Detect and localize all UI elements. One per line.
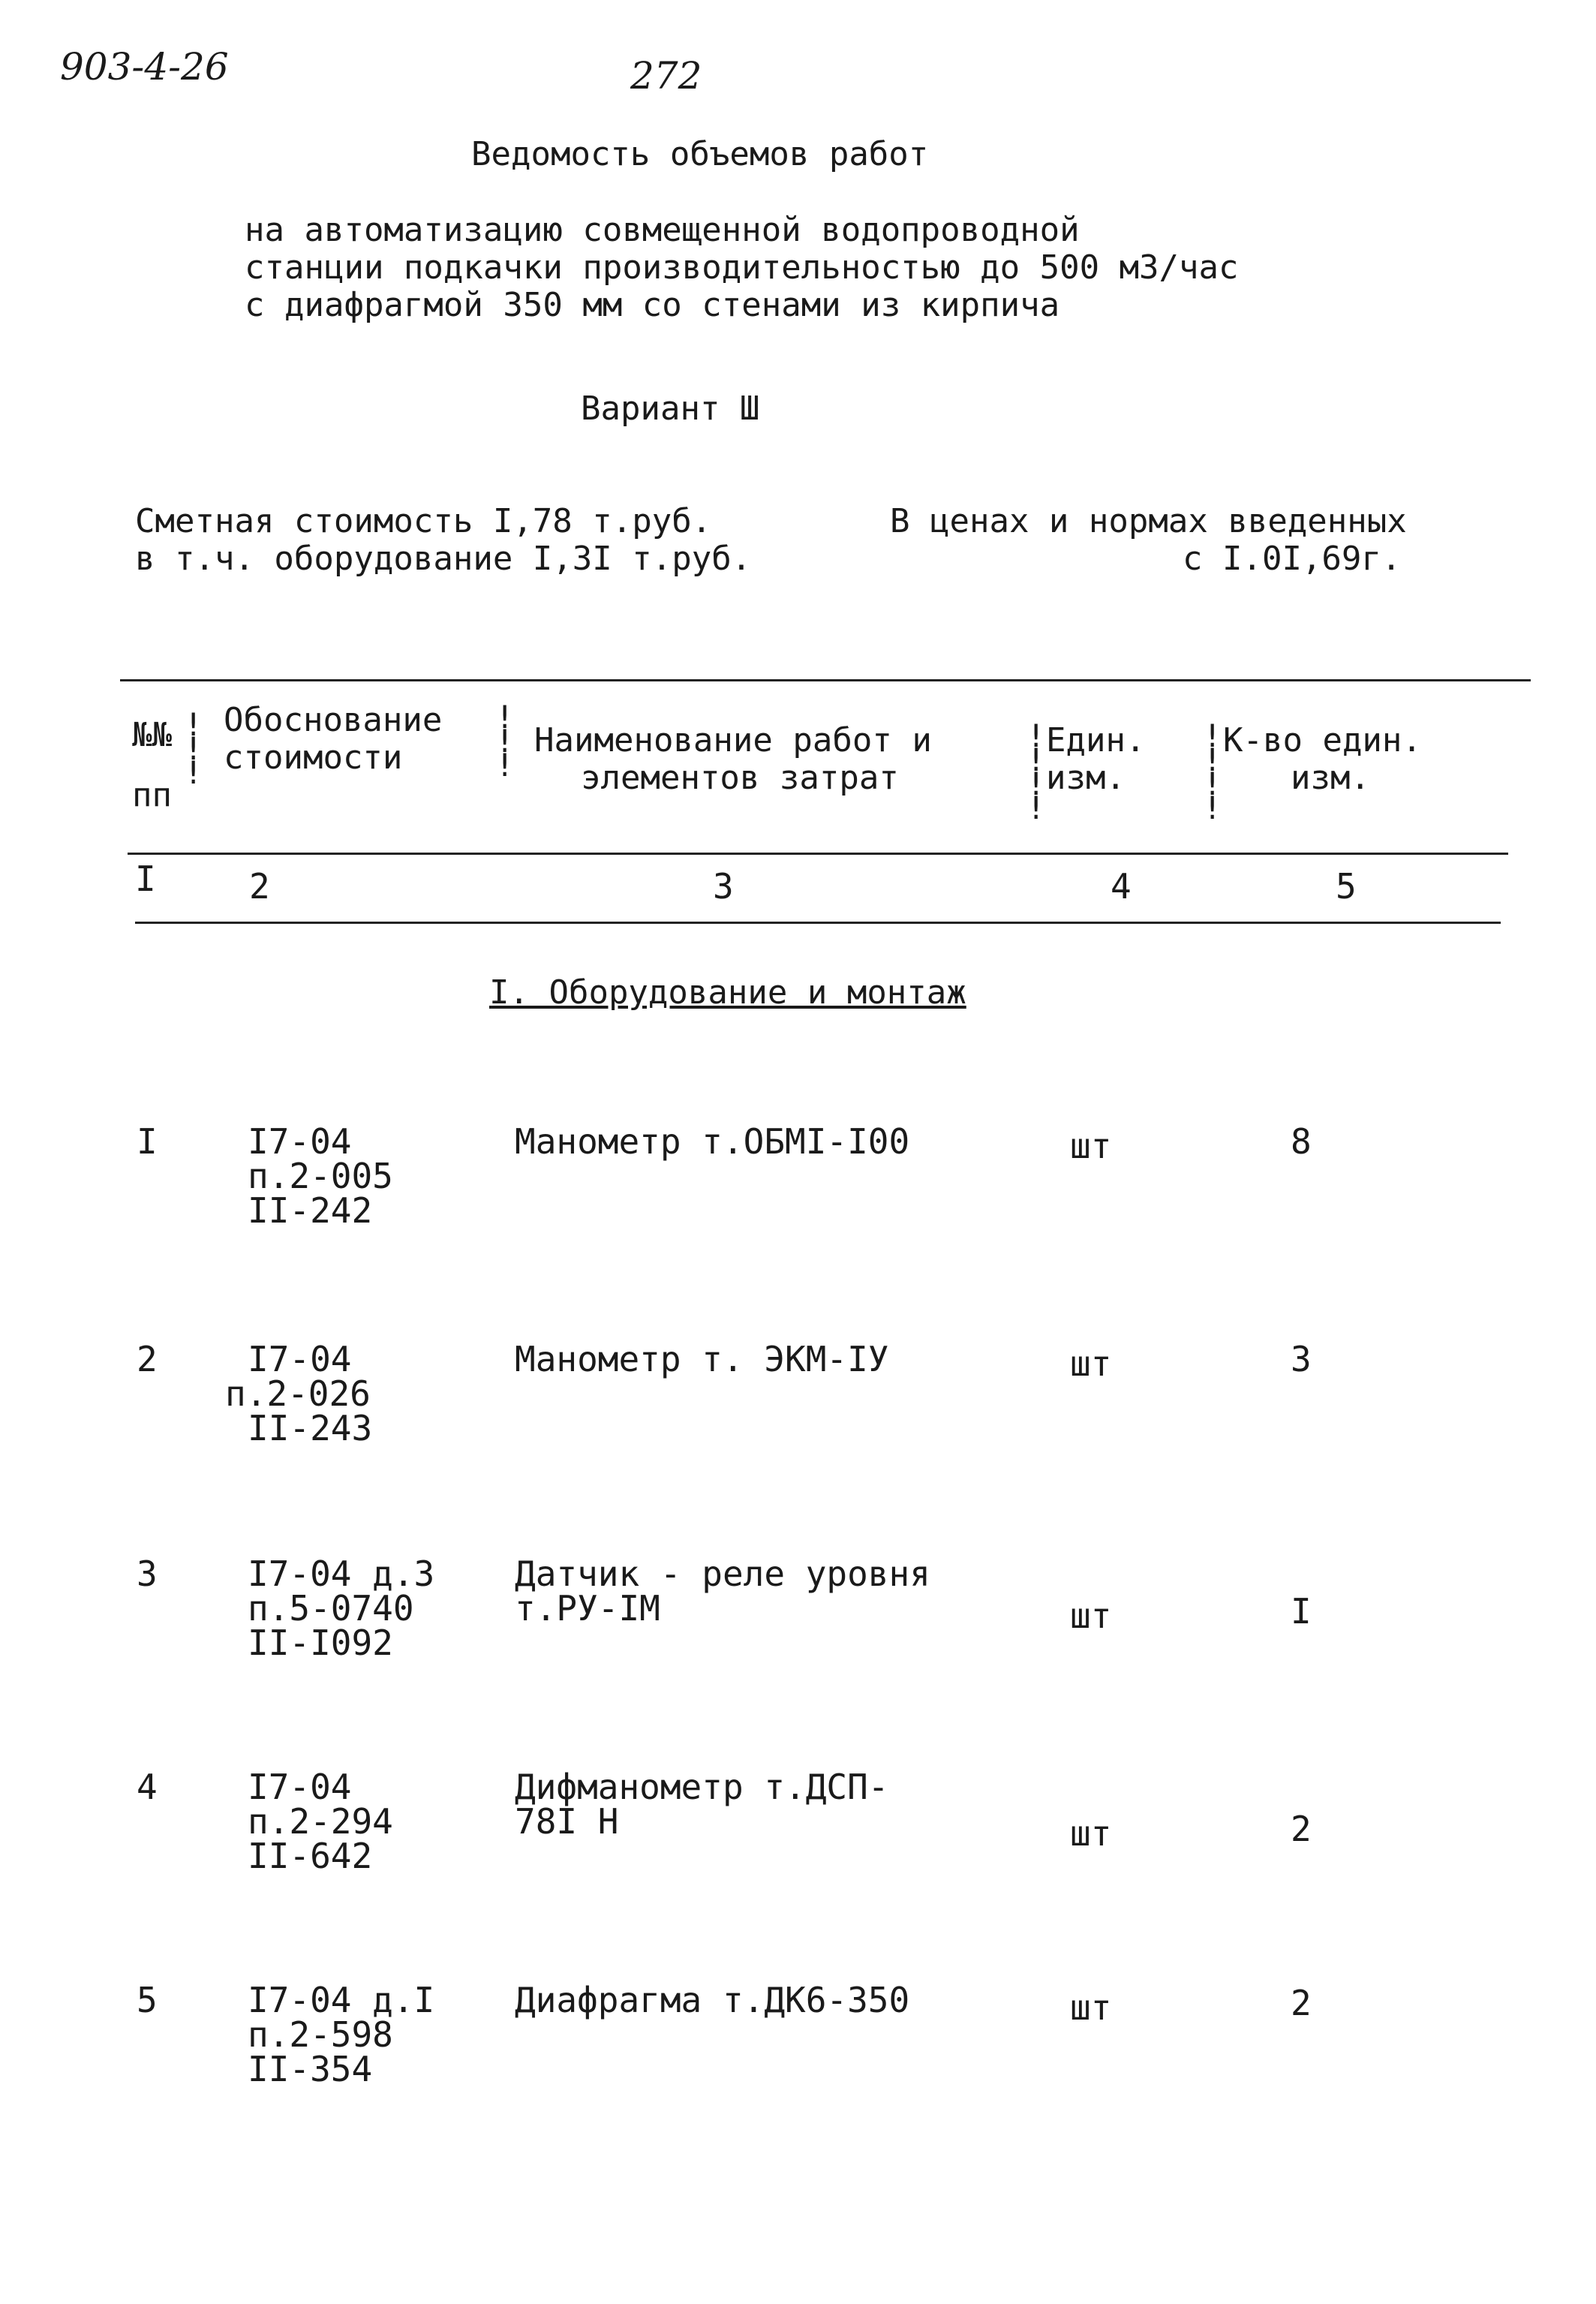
table-row-4-number: 4 — [137, 1767, 158, 1807]
header-bottom-rule — [128, 853, 1508, 855]
table-row-2-name-1: Манометр т. ЭКМ-IУ — [515, 1339, 889, 1379]
table-row-1-qty: 8 — [1291, 1121, 1312, 1162]
header-col5-line1: К-во един. — [1223, 721, 1422, 759]
table-row-5-name-1: Диафрагма т.ДК6-350 — [515, 1980, 910, 2020]
table-row-1-unit: шт — [1070, 1126, 1112, 1166]
table-row-4-qty: 2 — [1291, 1809, 1312, 1849]
table-row-5-basis-1: I7-04 д.I — [248, 1980, 435, 2020]
table-row-1-basis-2: п.2-005 — [248, 1156, 393, 1196]
column-number-5: 5 — [1336, 866, 1357, 907]
table-row-3-basis-1: I7-04 д.3 — [248, 1554, 435, 1594]
variant-label: Вариант Ш — [581, 390, 760, 428]
header-col3-line2: элементов затрат — [581, 759, 899, 797]
table-row-4-basis-3: II-642 — [248, 1836, 373, 1876]
table-row-3-basis-2: п.5-0740 — [248, 1588, 414, 1629]
price-basis-line-2: с I.0I,69г. — [1183, 540, 1402, 578]
table-row-4-name-1: Дифманометр т.ДСП- — [515, 1767, 889, 1807]
subtitle-line-1: на автоматизацию совмещенной водопроводной — [245, 211, 1080, 249]
table-row-2-number: 2 — [137, 1339, 158, 1379]
column-number-3: 3 — [713, 866, 734, 907]
column-number-1: I — [135, 859, 156, 899]
header-col4-line1: Един. — [1046, 721, 1146, 759]
column-number-2: 2 — [249, 866, 270, 907]
header-separator-1: ! ! ! — [184, 706, 203, 791]
header-col5-line2: изм. — [1291, 759, 1370, 797]
header-col2-line1: Обоснование — [224, 701, 443, 739]
table-row-1-basis-3: II-242 — [248, 1190, 373, 1231]
column-number-4: 4 — [1111, 866, 1132, 907]
table-row-3-name-1: Датчик - реле уровня — [515, 1554, 930, 1594]
estimated-cost: Сметная стоимость I,78 т.руб. — [135, 502, 712, 540]
table-row-3-qty: I — [1291, 1591, 1312, 1632]
table-row-3-unit: шт — [1070, 1596, 1112, 1636]
section-title: I. Оборудование и монтаж — [489, 973, 966, 1012]
table-row-1-basis-1: I7-04 — [248, 1121, 352, 1162]
table-row-5-unit: шт — [1070, 1987, 1112, 2028]
equipment-cost: в т.ч. оборудование I,3I т.руб. — [135, 540, 752, 578]
page-number: 272 — [630, 54, 702, 98]
table-row-1-number: I — [137, 1121, 158, 1162]
table-row-4-unit: шт — [1070, 1813, 1112, 1854]
header-separator-4: ! ! ! ! — [1203, 717, 1222, 826]
header-col3-line1: Наименование работ и — [534, 721, 932, 759]
header-col1-line2: пп — [132, 776, 172, 814]
table-row-5-qty: 2 — [1291, 1983, 1312, 2023]
header-separator-3: ! ! ! ! — [1026, 717, 1046, 826]
table-row-1-name-1: Манометр т.ОБМI-I00 — [515, 1121, 910, 1162]
table-row-3-basis-3: II-I092 — [248, 1623, 393, 1663]
column-numbers-rule — [135, 922, 1501, 924]
table-row-2-basis-1: I7-04 — [248, 1339, 352, 1379]
subtitle-line-3: с диафрагмой 350 мм со стенами из кирпича — [245, 286, 1060, 324]
document-title: Ведомость объемов работ — [471, 135, 929, 173]
table-row-5-basis-2: п.2-598 — [248, 2014, 393, 2055]
table-row-2-qty: 3 — [1291, 1339, 1312, 1379]
header-col4-line2: изм. — [1046, 759, 1126, 797]
table-row-5-basis-3: II-354 — [248, 2049, 373, 2089]
table-row-4-basis-1: I7-04 — [248, 1767, 352, 1807]
table-row-2-basis-2: п.2-026 — [225, 1373, 371, 1414]
table-row-4-basis-2: п.2-294 — [248, 1801, 393, 1842]
table-row-3-name-2: т.РУ-IМ — [515, 1588, 660, 1629]
table-row-4-name-2: 78I Н — [515, 1801, 619, 1842]
document-code: 903-4-26 — [60, 45, 229, 89]
header-col2-line2: стоимости — [224, 738, 403, 777]
price-basis-line-1: В ценах и нормах введенных — [890, 502, 1407, 540]
table-row-5-number: 5 — [137, 1980, 158, 2020]
subtitle-line-2: станции подкачки производительностью до 500 м3/час — [245, 248, 1239, 287]
table-row-2-basis-3: II-243 — [248, 1408, 373, 1448]
header-col1-line1: №№ — [132, 716, 172, 754]
table-row-3-number: 3 — [137, 1554, 158, 1594]
table-row-2-unit: шт — [1070, 1343, 1112, 1384]
header-separator-2: ! ! ! — [495, 699, 515, 784]
table-top-rule — [120, 679, 1531, 681]
